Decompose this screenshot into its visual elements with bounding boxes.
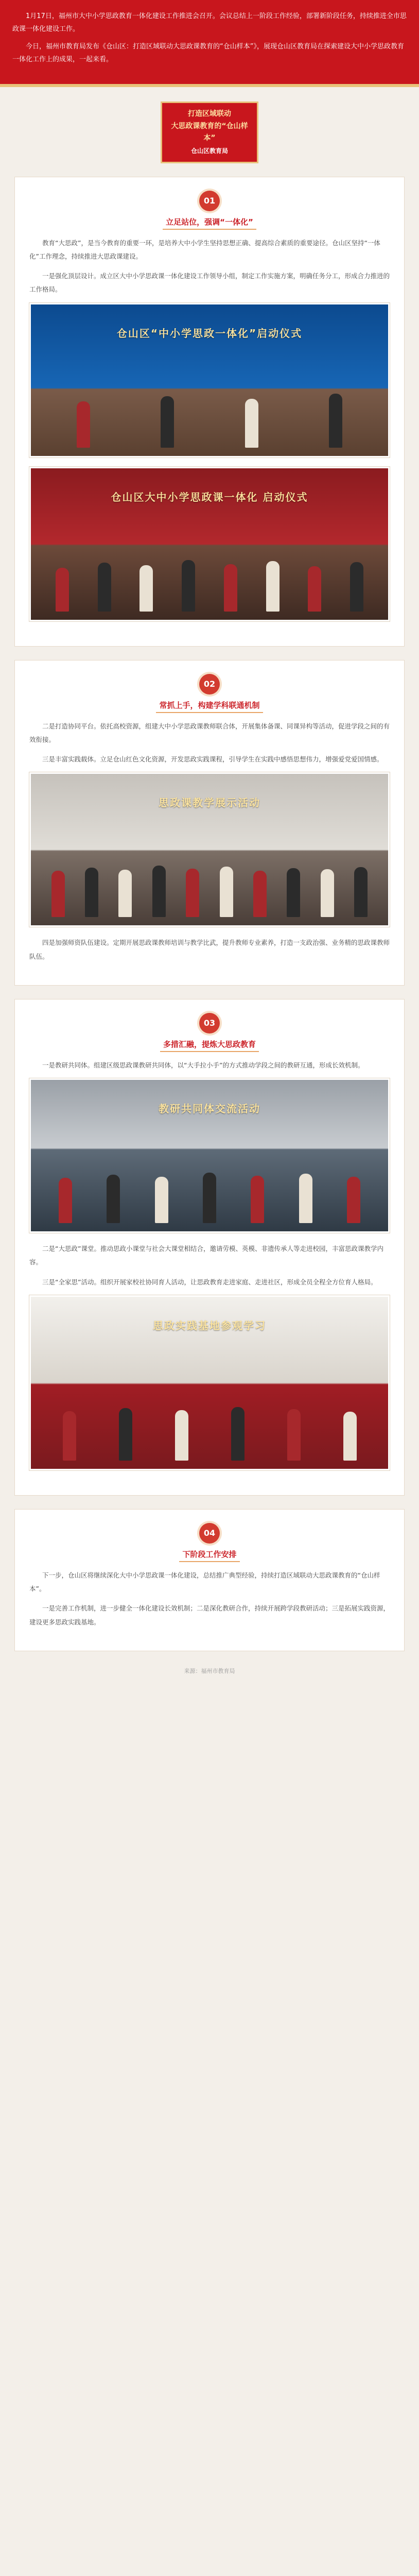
event-photo: [29, 303, 390, 457]
section-paragraph: 三是“全家思”活动。组织开展家校社协同育人活动，让思政教育走进家庭、走进社区，形成全员全程全方位育人格局。: [42, 1278, 377, 1286]
section-paragraph: 三是丰富实践载体。立足仓山红色文化资源，开发思政实践课程，引导学生在实践中感悟思想伟力，增强爱党爱国情感。: [42, 755, 383, 764]
title-author: 仓山区教育局: [190, 147, 228, 155]
section-paragraph: 一是完善工作机制，进一步健全一体化建设长效机制；二是深化教研合作，持续开展跨学段教研活动；三是拓展实践资源，建设更多思政实践基地。: [29, 1604, 390, 1626]
section-number-badge: 02: [199, 674, 220, 694]
photo-caption-text: 教研共同体交流活动: [159, 1103, 260, 1115]
section-4: [14, 1509, 405, 1651]
photo-caption-text: 仓山区大中小学思政课一体化 启动仪式: [111, 490, 308, 503]
section-paragraph: 一是教研共同体。组建区级思政课教研共同体，以“大手拉小手”的方式推动学段之间的教研互通，形成长效机制。: [42, 1061, 364, 1069]
section-2: [14, 660, 405, 986]
article-source: 来源：福州市教育局: [184, 1667, 235, 1674]
event-photo: [29, 772, 390, 927]
section-paragraph: 四是加强师资队伍建设。定期开展思政课教师培训与教学比武，提升教师专业素养，打造一支政治强、业务精的思政课教师队伍。: [29, 939, 390, 960]
photo-people: [41, 855, 378, 917]
intro-paragraph-1: 1月17日，福州市大中小学思政教育一体化建设工作推进会召开。会议总结上一阶段工作经验，部署新阶段任务，持续推进全市思政课一体化建设工作。: [12, 12, 407, 33]
section-paragraph: 教育“大思政”，是当今教育的重要一环，是培养大中小学生坚持思想正确、提高综合素质的重要途径。仓山区坚持“一体化”工作理念，持续推进大思政课建设。: [29, 239, 380, 260]
section-number-badge: 03: [199, 1013, 220, 1033]
section-3: [14, 999, 405, 1496]
section-number-badge: 01: [199, 191, 220, 211]
section-heading: 多措汇融，提炼大思政教育: [29, 1039, 390, 1049]
section-1: [14, 177, 405, 647]
section-heading: 常抓上手，构建学科联通机制: [29, 700, 390, 710]
photo-people: [41, 1161, 378, 1223]
photo-caption-text: 思政课教学展示活动: [159, 796, 260, 809]
section-heading: 下阶段工作安排: [29, 1549, 390, 1560]
section-paragraph: 一是强化顶层设计。成立区大中小学思政课一体化建设工作领导小组，制定工作实施方案，明确任务分工，形成合力推进的工作格局。: [29, 272, 390, 294]
section-number-badge: 04: [199, 1523, 220, 1544]
photo-people: [41, 550, 378, 612]
photo-caption-text: 仓山区“中小学思政一体化”启动仪式: [116, 327, 303, 340]
title-line-2: 大思政课教育的“仓山样本”: [171, 122, 248, 143]
section-paragraph: 二是打造协同平台。依托高校资源，组建大中小学思政课教师联合体，开展集体备课、同课异构等活动，促进学段之间的有效衔接。: [29, 722, 390, 743]
title-line-1: 打造区域联动: [188, 109, 231, 118]
section-paragraph: 下一步，仓山区将继续深化大中小学思政课一体化建设，总结推广典型经验，持续打造区域联动大思政课教育的“仓山样本”。: [29, 1571, 380, 1593]
intro-banner: [0, 0, 419, 87]
section-paragraph: 二是“大思政”课堂。推动思政小课堂与社会大课堂相结合，邀请劳模、英模、非遗传承人等走进校园，丰富思政课教学内容。: [29, 1245, 383, 1266]
intro-paragraph-2: 今日，福州市教育局发布《仓山区：打造区域联动大思政课教育的“仓山样本”》，展现仓山区教育局在探索建设大中小学思政教育一体化工作上的成果，一起来看。: [12, 43, 404, 64]
event-photo: [29, 1078, 390, 1233]
event-photo: [29, 1295, 390, 1470]
photo-people: [41, 1399, 378, 1461]
section-heading: 立足站位，强调“一体化”: [29, 216, 390, 227]
photo-people: [41, 386, 378, 448]
event-photo: [29, 467, 390, 621]
photo-caption-text: 思政实践基地参观学习: [153, 1319, 266, 1332]
article-title-card: [161, 101, 258, 163]
